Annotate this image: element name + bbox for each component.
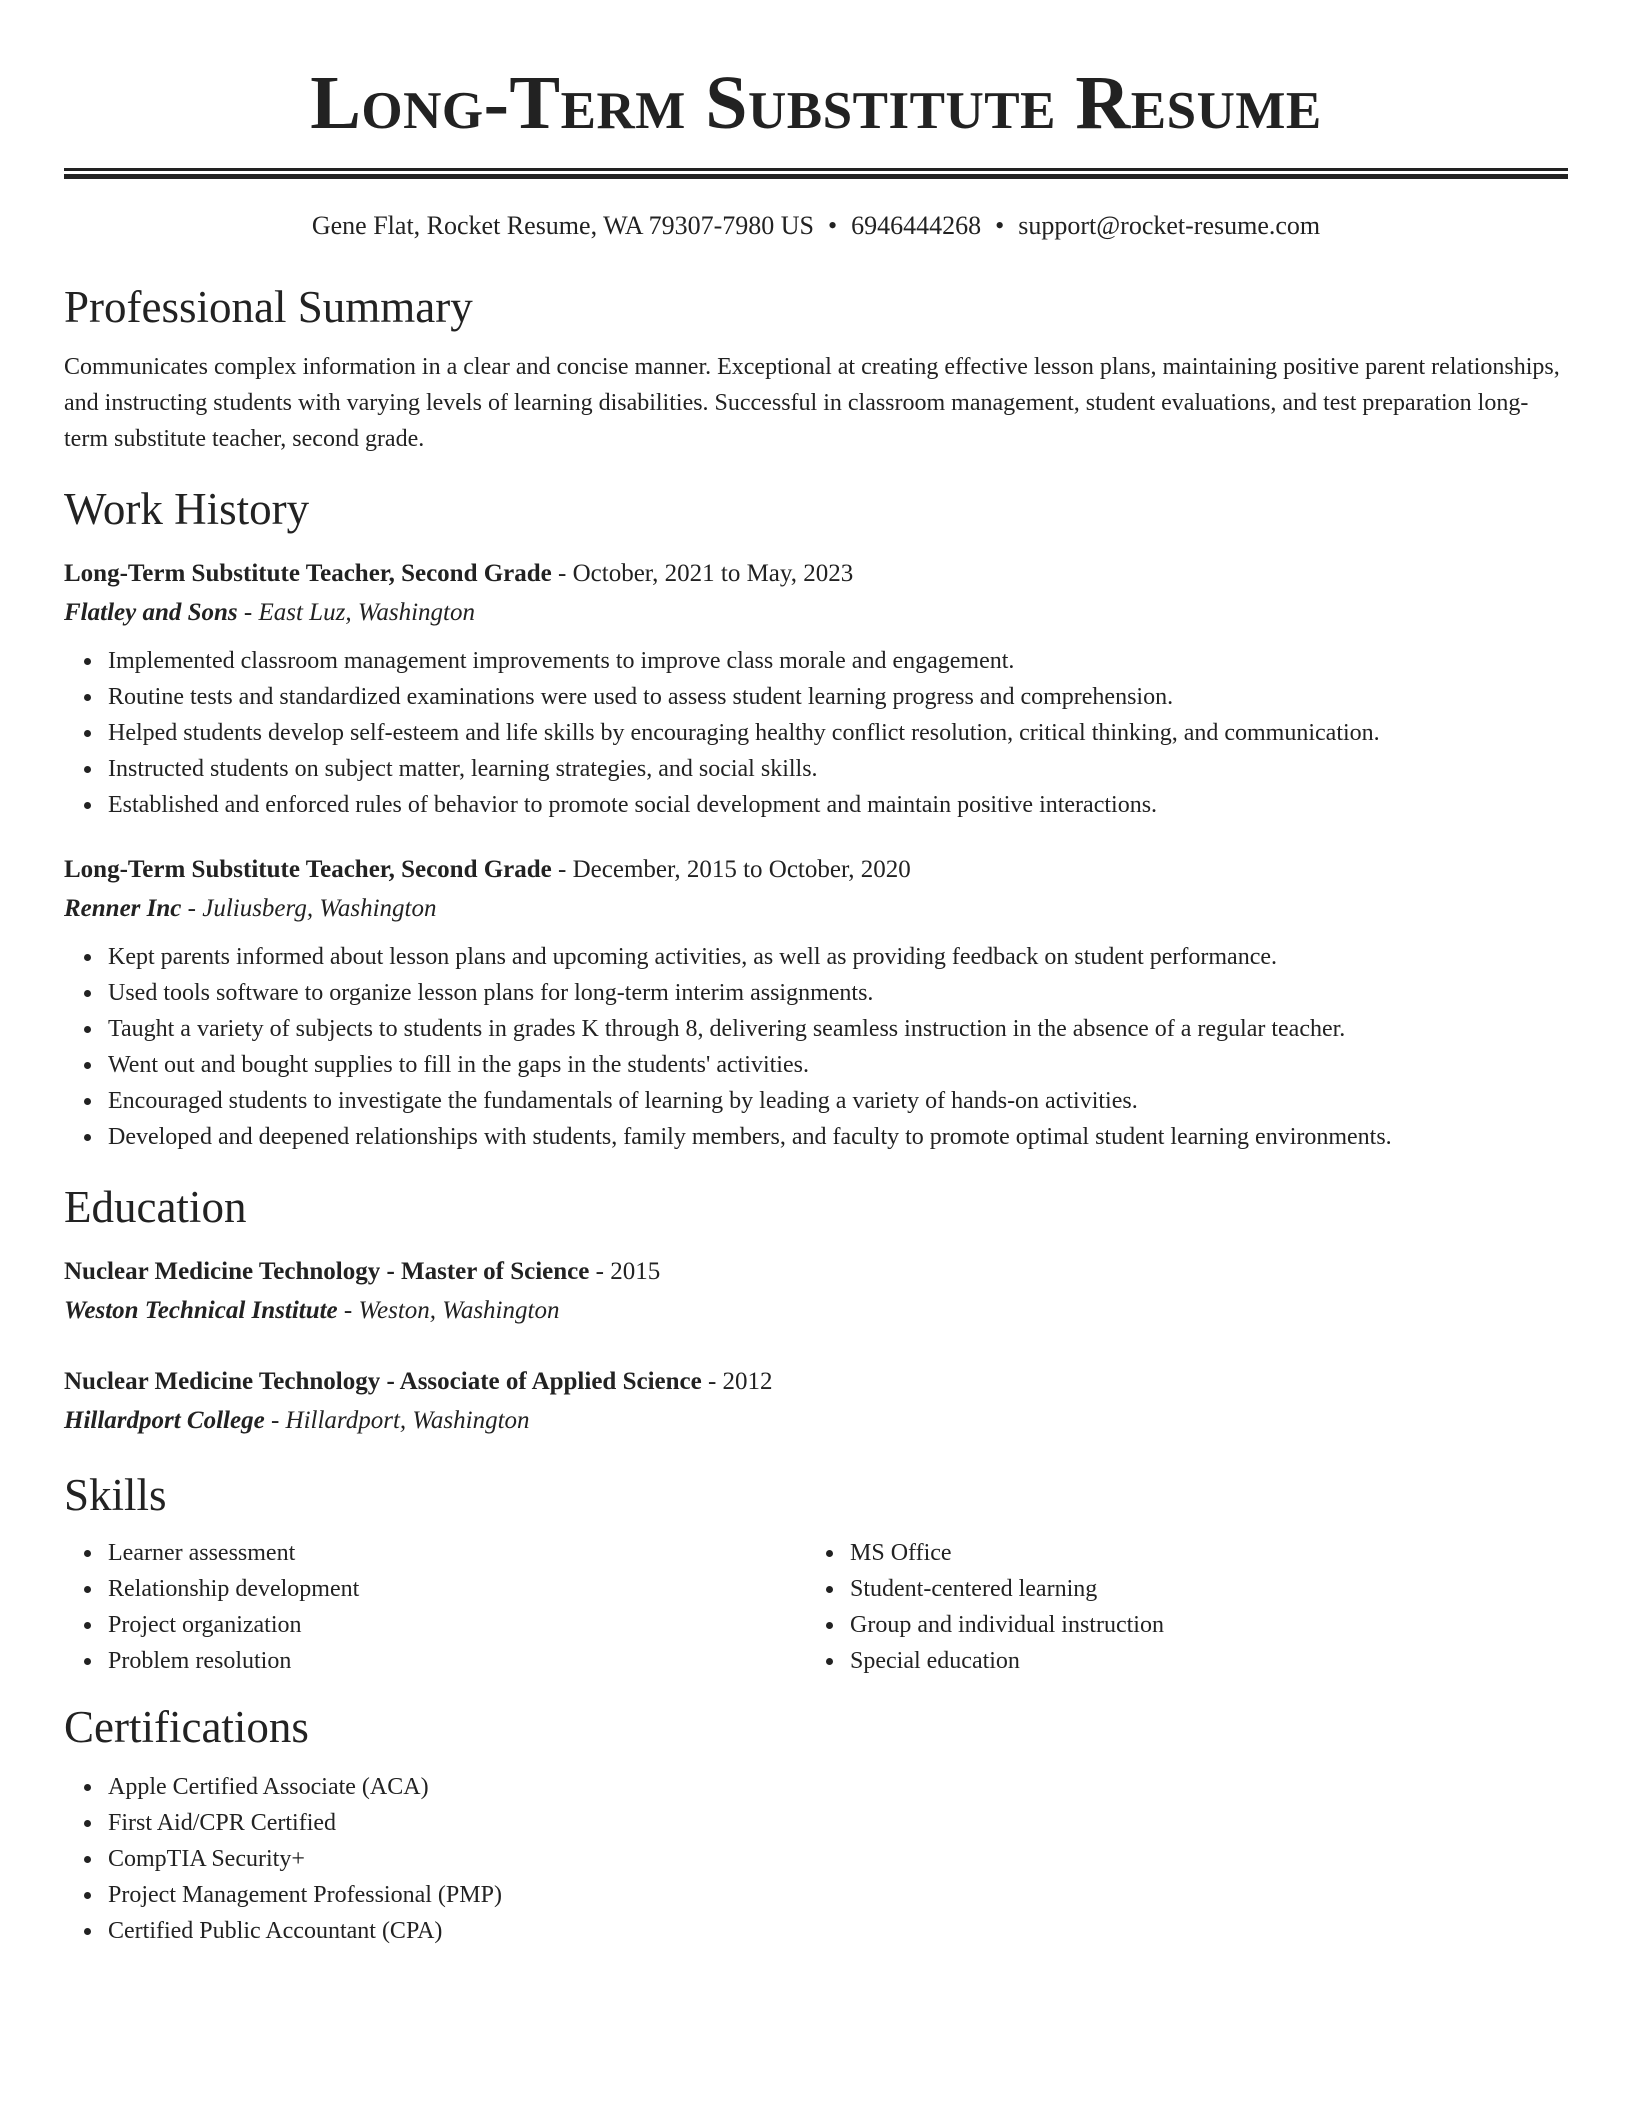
job-bullet: Developed and deepened relationships with students, family members, and faculty to promote optimal student learning environments. [108, 1119, 1568, 1155]
certifications-list [64, 1769, 1568, 1949]
job-bullet: Kept parents informed about lesson plans and upcoming activities, as well as providing feedback on student performance. [108, 939, 1568, 975]
education-degree-line: Nuclear Medicine Technology - Master of Science - 2015 [64, 1258, 661, 1285]
job-company: Flatley and Sons [64, 599, 238, 626]
certification-item: Project Management Professional (PMP) [108, 1877, 1568, 1913]
job-title-line: Long-Term Substitute Teacher, Second Grade - October, 2021 to May, 2023 [64, 560, 854, 587]
summary-text: Communicates complex information in a clear and concise manner. Exceptional at creating effective lesson plans, maintaining positive parent relationships, and instructing students with varying levels of learning disabilities. Successful in classroom management, student evaluations, and test preparation long-term substitute teacher, second grade. [64, 354, 1560, 452]
job-bullet: Established and enforced rules of behavior to promote social development and maintain positive interactions. [108, 787, 1568, 823]
education-degree: Nuclear Medicine Technology - Associate of Applied Science [64, 1368, 702, 1395]
skill-item: Group and individual instruction [850, 1607, 1548, 1643]
job-bullet: Encouraged students to investigate the fundamentals of learning by leading a variety of hands-on activities. [108, 1083, 1568, 1119]
education-degree: Nuclear Medicine Technology - Master of Science [64, 1258, 590, 1285]
certification-item: CompTIA Security+ [108, 1841, 1568, 1877]
skill-item: Problem resolution [108, 1643, 806, 1679]
job-dates: December, 2015 to October, 2020 [572, 856, 911, 883]
education-school: Weston Technical Institute [64, 1297, 338, 1324]
education-heading: Education [64, 1182, 247, 1232]
education-year: 2012 [722, 1368, 773, 1395]
job-bullet-list [64, 643, 1568, 823]
contact-separator: • [995, 211, 1005, 240]
certification-item: Certified Public Accountant (CPA) [108, 1913, 1568, 1949]
education-location: Weston, Washington [358, 1297, 560, 1324]
job-location: East Luz, Washington [258, 599, 475, 626]
education-entry [64, 1253, 1568, 1331]
job-bullet-list [64, 939, 1568, 1155]
resume-title: Long-Term Substitute Resume [310, 61, 1322, 145]
job-dates: October, 2021 to May, 2023 [572, 560, 854, 587]
job-entry [64, 851, 1568, 1155]
job-company-line: Flatley and Sons - East Luz, Washington [64, 599, 475, 626]
skills-column-right [806, 1535, 1548, 1679]
job-bullet: Instructed students on subject matter, learning strategies, and social skills. [108, 751, 1568, 787]
education-location: Hillardport, Washington [285, 1407, 530, 1434]
skill-item: Special education [850, 1643, 1548, 1679]
job-company: Renner Inc [64, 895, 182, 922]
education-school-line: Hillardport College - Hillardport, Washington [64, 1407, 530, 1434]
job-company-line: Renner Inc - Juliusberg, Washington [64, 895, 437, 922]
contact-line [64, 209, 1568, 243]
skill-item: Student-centered learning [850, 1571, 1548, 1607]
contact-separator: • [828, 211, 838, 240]
job-title: Long-Term Substitute Teacher, Second Grade [64, 560, 552, 587]
skills-column-left [64, 1535, 806, 1679]
summary-heading: Professional Summary [64, 282, 473, 332]
job-location: Juliusberg, Washington [202, 895, 437, 922]
certification-item: Apple Certified Associate (ACA) [108, 1769, 1568, 1805]
job-bullet: Taught a variety of subjects to students in grades K through 8, delivering seamless instruction in the absence of a regular teacher. [108, 1011, 1568, 1047]
certifications-heading: Certifications [64, 1702, 309, 1752]
work-history-heading: Work History [64, 484, 310, 534]
education-entry [64, 1363, 1568, 1441]
job-bullet: Used tools software to organize lesson plans for long-term interim assignments. [108, 975, 1568, 1011]
skills-list [64, 1535, 806, 1679]
contact-address: Gene Flat, Rocket Resume, WA 79307-7980 US [311, 211, 814, 240]
education-school-line: Weston Technical Institute - Weston, Washington [64, 1297, 560, 1324]
education-year: 2015 [610, 1258, 661, 1285]
skill-item: MS Office [850, 1535, 1548, 1571]
job-entry [64, 555, 1568, 823]
contact-phone: 6946444268 [851, 211, 982, 240]
skills-heading: Skills [64, 1470, 167, 1520]
title-double-rule [64, 168, 1568, 179]
job-bullet: Went out and bought supplies to fill in the gaps in the students' activities. [108, 1047, 1568, 1083]
contact-email: support@rocket-resume.com [1018, 211, 1321, 240]
skill-item: Relationship development [108, 1571, 806, 1607]
job-bullet: Routine tests and standardized examinations were used to assess student learning progress and comprehension. [108, 679, 1568, 715]
skills-grid [64, 1535, 1568, 1679]
education-school: Hillardport College [64, 1407, 265, 1434]
certification-item: First Aid/CPR Certified [108, 1805, 1568, 1841]
job-bullet: Implemented classroom management improvements to improve class morale and engagement. [108, 643, 1568, 679]
skill-item: Learner assessment [108, 1535, 806, 1571]
job-title-line: Long-Term Substitute Teacher, Second Grade - December, 2015 to October, 2020 [64, 856, 911, 883]
job-title: Long-Term Substitute Teacher, Second Grade [64, 856, 552, 883]
education-degree-line: Nuclear Medicine Technology - Associate of Applied Science - 2012 [64, 1368, 773, 1395]
skills-list [806, 1535, 1548, 1679]
job-bullet: Helped students develop self-esteem and life skills by encouraging healthy conflict resolution, critical thinking, and communication. [108, 715, 1568, 751]
skill-item: Project organization [108, 1607, 806, 1643]
